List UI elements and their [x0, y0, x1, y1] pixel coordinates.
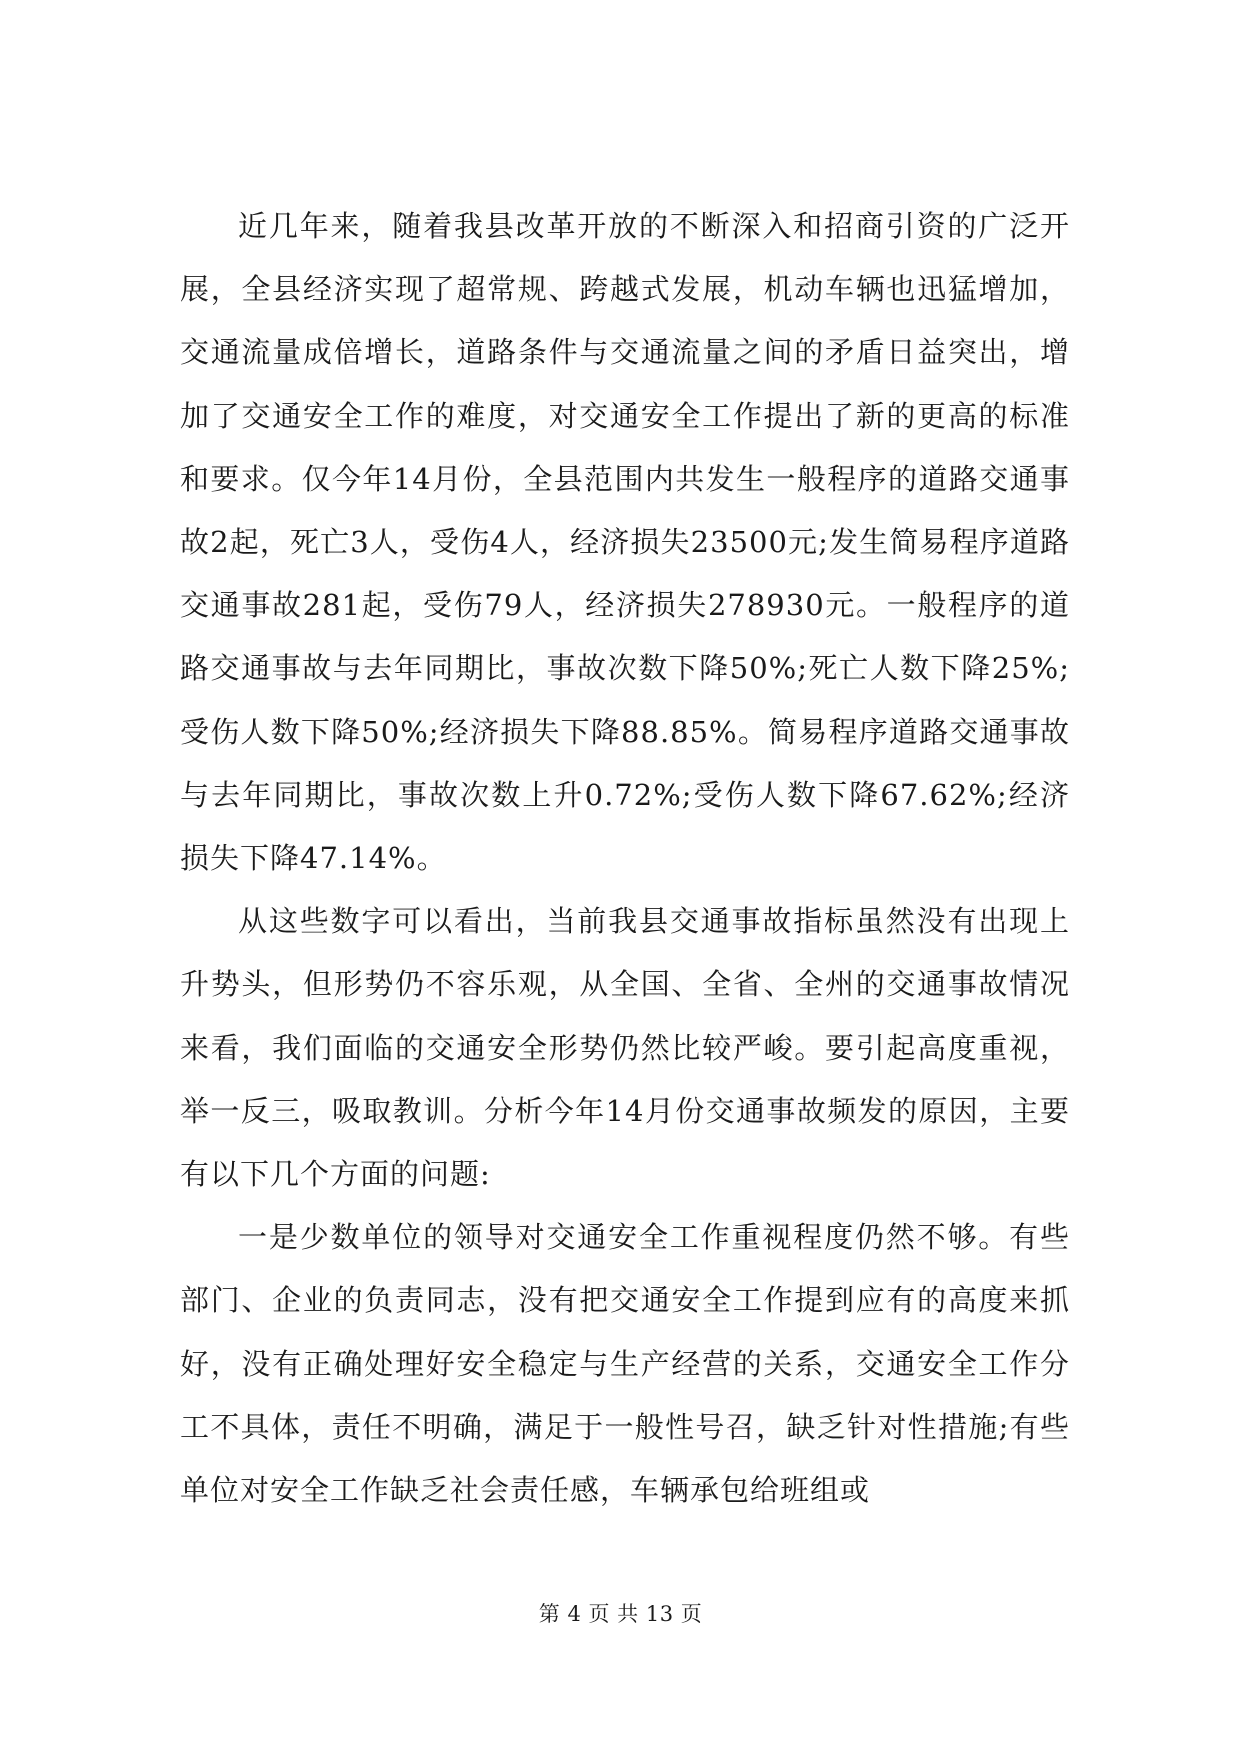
page-number-footer: 第 4 页 共 13 页	[538, 1602, 703, 1626]
paragraph-problem-one: 一是少数单位的领导对交通安全工作重视程度仍然不够。有些部门、企业的负责同志，没有把交通安全工作提到应有的高度来抓好，没有正确处理好安全稳定与生产经营的关系，交通安全工作分工不具体，责任不明确，满足于一般性号召，缺乏针对性措施;有些单位对安全工作缺乏社会责任感，车辆承包给班组或	[180, 1220, 1070, 1508]
paragraph-traffic-statistics: 近几年来，随着我县改革开放的不断深入和招商引资的广泛开展，全县经济实现了超常规、跨越式发展，机动车辆也迅猛增加，交通流量成倍增长，道路条件与交通流量之间的矛盾日益突出，增加了交通安全工作的难度，对交通安全工作提出了新的更高的标准和要求。仅今年14月份，全县范围内共发生一般程序的道路交通事故2起，死亡3人，受伤4人，经济损失23500元;发生简易程序道路交通事故281起，受伤79人，经济损失278930元。一般程序的道路交通事故与去年同期比，事故次数下降50%;死亡人数下降25%;受伤人数下降50%;经济损失下降88.85%。简易程序道路交通事故与去年同期比，事故次数上升0.72%;受伤人数下降67.62%;经济损失下降47.14%。	[180, 209, 1070, 876]
paragraph-situation-analysis: 从这些数字可以看出，当前我县交通事故指标虽然没有出现上升势头，但形势仍不容乐观，从全国、全省、全州的交通事故情况来看，我们面临的交通安全形势仍然比较严峻。要引起高度重视，举一反三，吸取教训。分析今年14月份交通事故频发的原因，主要有以下几个方面的问题:	[180, 904, 1070, 1192]
document-body	[180, 195, 1070, 1522]
